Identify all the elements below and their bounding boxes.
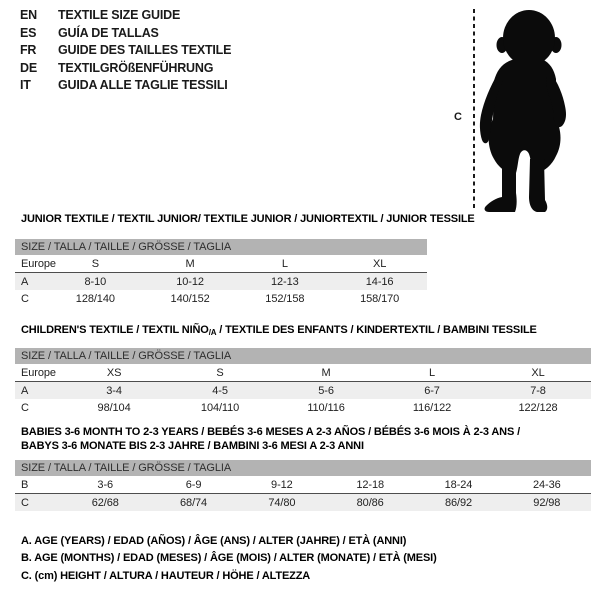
value-cell: 18-24 — [414, 476, 502, 494]
value-cell: 80/86 — [326, 494, 414, 512]
value-cell: 128/140 — [75, 292, 115, 305]
value-cell: 7-8 — [485, 382, 591, 400]
value-cell: 8-10 — [48, 273, 143, 291]
value-cell: 10-12 — [143, 273, 238, 291]
value-cell: 122/128 — [518, 401, 558, 414]
row-label: Europe — [15, 364, 61, 382]
babies-table-title-line2: BABYS 3-6 MONATE BIS 2-3 JAHRE / BAMBINI 3-6 MESI A 2-3 ANNI — [21, 440, 364, 452]
language-guide — [20, 7, 231, 95]
row-label: C — [15, 494, 61, 512]
language-label: GUIDE DES TAILLES TEXTILE — [58, 43, 232, 58]
size-cell: S — [48, 255, 143, 273]
language-label: TEXTILE SIZE GUIDE — [58, 8, 181, 22]
language-row-en — [20, 7, 231, 25]
babies-table-title-line1: BABIES 3-6 MONTH TO 2-3 YEARS / BEBÉS 3-6 MESES A 2-3 AÑOS / BÉBÉS 3-6 MOIS À 2-3 ANS / — [21, 426, 520, 438]
language-row-it — [20, 77, 231, 95]
row-label: C — [21, 292, 29, 305]
value-cell: 152/158 — [265, 292, 305, 305]
table-row — [15, 476, 591, 494]
value-cell: 86/92 — [414, 494, 502, 512]
value-cell: 68/74 — [149, 494, 237, 512]
language-code: ES — [20, 25, 37, 40]
footnote-c: C. (cm) HEIGHT / ALTURA / HAUTEUR / HÖHE / ALTEZZA — [21, 569, 311, 582]
row-label: B — [15, 476, 61, 494]
language-code: DE — [20, 60, 37, 75]
height-measure-label: C — [454, 111, 462, 123]
language-label: GUIDA ALLE TAGLIE TESSILI — [58, 78, 228, 93]
value-cell: 140/152 — [170, 292, 210, 305]
children-table-title — [21, 323, 591, 340]
table-row — [15, 494, 591, 512]
value-cell: 3-6 — [61, 476, 149, 494]
value-cell: 92/98 — [503, 494, 591, 512]
table-row — [15, 255, 427, 273]
children-size-table — [15, 348, 591, 416]
title-text: CHILDREN'S TEXTILE / TEXTIL NIÑO — [21, 324, 209, 336]
value-cell: 9-12 — [238, 476, 326, 494]
value-cell: 4-5 — [167, 382, 273, 400]
value-cell: 12-13 — [237, 273, 332, 291]
table-row — [15, 273, 427, 291]
value-cell: 158/170 — [360, 292, 400, 305]
table-row — [15, 290, 427, 307]
value-cell: 12-18 — [326, 476, 414, 494]
title-text: / TEXTILE DES ENFANTS / KINDERTEXTIL / BAMBINI TESSILE — [216, 324, 537, 336]
row-label: Europe — [15, 255, 48, 273]
size-cell: S — [167, 364, 273, 382]
baby-silhouette-svg — [452, 3, 598, 215]
value-cell: 74/80 — [238, 494, 326, 512]
baby-silhouette — [480, 10, 566, 212]
value-cell: 3-4 — [61, 382, 167, 400]
junior-table-title: JUNIOR TEXTILE / TEXTIL JUNIOR/ TEXTILE JUNIOR / JUNIORTEXTIL / JUNIOR TESSILE — [21, 213, 475, 225]
value-cell: 62/68 — [61, 494, 149, 512]
babies-section — [15, 425, 591, 511]
babies-size-table — [15, 460, 591, 511]
value-cell: 5-6 — [273, 382, 379, 400]
footnotes — [21, 533, 437, 585]
size-cell: XS — [61, 364, 167, 382]
title-subscript: /A — [208, 328, 217, 337]
baby-figure — [452, 3, 598, 215]
size-cell: M — [143, 255, 238, 273]
table-row — [15, 382, 591, 400]
size-cell: XL — [485, 364, 591, 382]
language-row-fr — [20, 42, 231, 60]
footnote-a: A. AGE (YEARS) / EDAD (AÑOS) / ÂGE (ANS) / ALTER (JAHRE) / ETÀ (ANNI) — [21, 535, 407, 547]
size-cell: L — [237, 255, 332, 273]
value-cell: 104/110 — [200, 401, 240, 414]
language-row-es — [20, 25, 231, 43]
language-label: GUÍA DE TALLAS — [58, 25, 159, 40]
footnote-b: B. AGE (MONTHS) / EDAD (MESES) / ÂGE (MOIS) / ALTER (MONATE) / ETÀ (MESI) — [21, 552, 437, 565]
size-cell: M — [273, 364, 379, 382]
value-cell: 14-16 — [332, 273, 427, 291]
row-label: A — [15, 273, 48, 291]
junior-section — [15, 212, 475, 307]
table-row — [15, 399, 591, 416]
size-cell: XL — [332, 255, 427, 273]
table-row — [15, 364, 591, 382]
value-cell: 6-9 — [149, 476, 237, 494]
children-section — [15, 323, 591, 416]
language-row-de — [20, 60, 231, 78]
value-cell: 98/104 — [97, 401, 131, 414]
row-label: C — [21, 401, 29, 414]
value-cell: 110/116 — [307, 401, 345, 414]
junior-size-table — [15, 239, 427, 307]
size-header: SIZE / TALLA / TAILLE / GRÖSSE / TAGLIA — [15, 460, 591, 476]
size-cell: L — [379, 364, 485, 382]
value-cell: 116/122 — [412, 401, 452, 414]
language-code: EN — [20, 8, 37, 22]
value-cell: 6-7 — [379, 382, 485, 400]
row-label: A — [15, 382, 61, 400]
size-header: SIZE / TALLA / TAILLE / GRÖSSE / TAGLIA — [15, 348, 591, 364]
size-header: SIZE / TALLA / TAILLE / GRÖSSE / TAGLIA — [15, 239, 427, 255]
value-cell: 24-36 — [503, 476, 591, 494]
language-code: FR — [20, 43, 37, 58]
language-label: TEXTILGRÖßENFÜHRUNG — [58, 60, 214, 75]
language-code: IT — [20, 78, 31, 93]
